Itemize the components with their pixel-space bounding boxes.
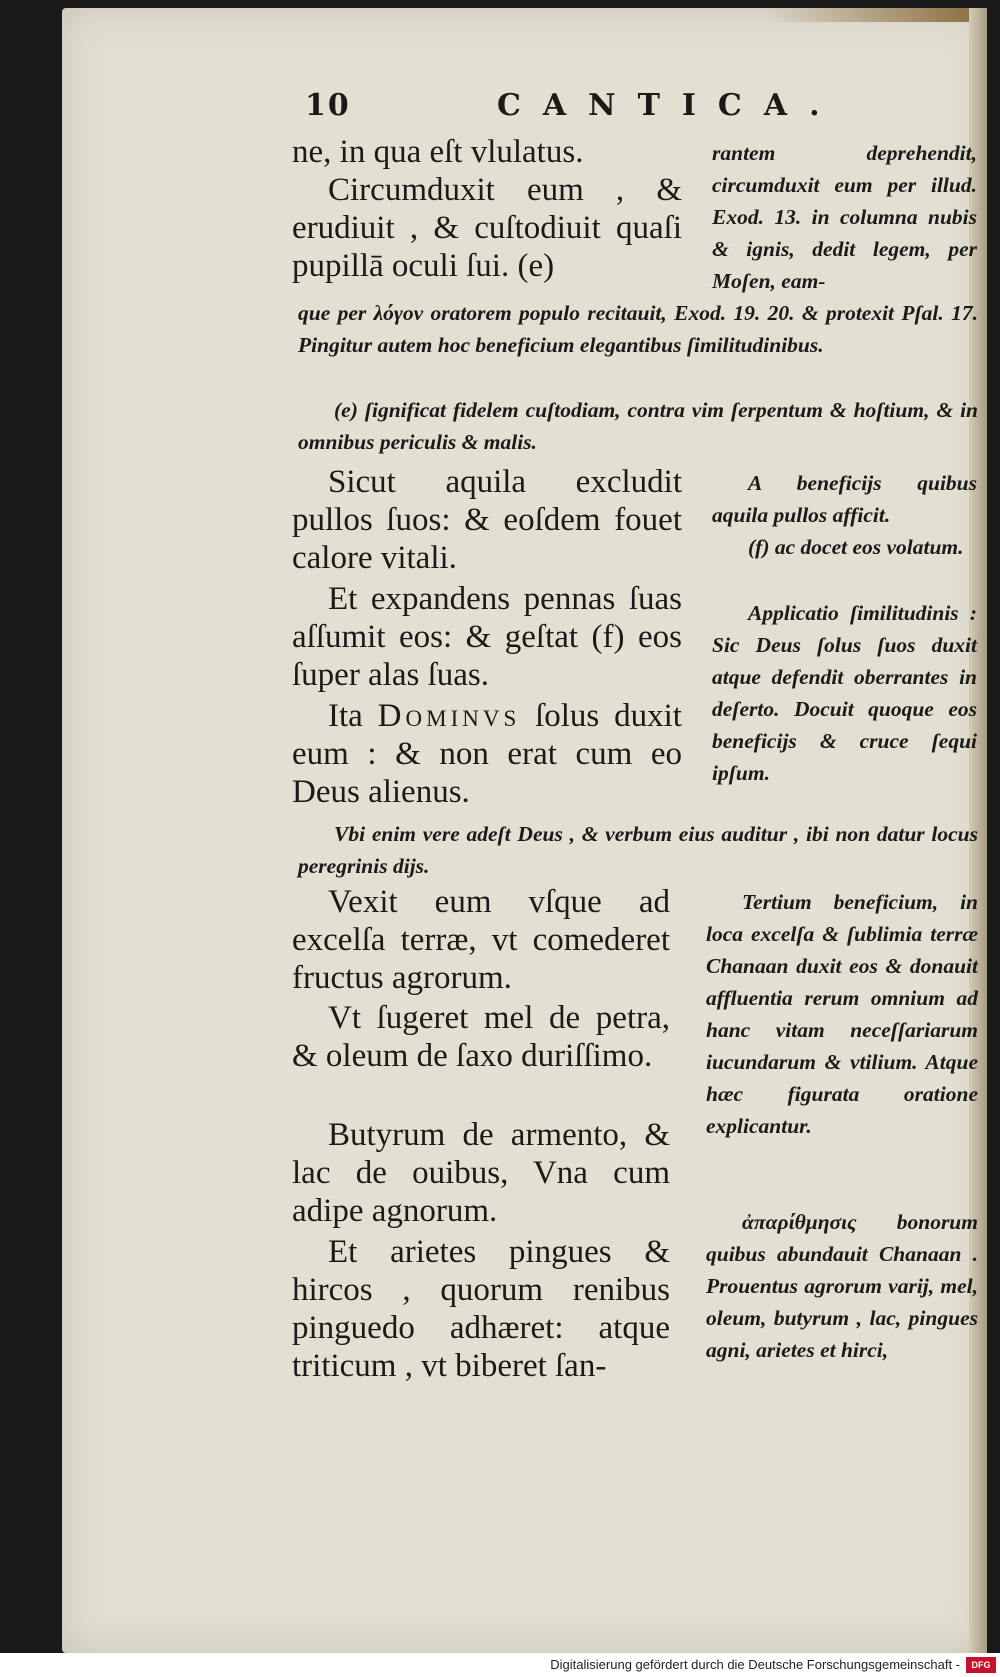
main-paragraph-arietes: Et arietes pingues & hircos , quorum renibus pinguedo adhæret: atque triticum , vt biberet ſan- <box>292 1234 670 1384</box>
main-paragraph-expandens: Et expandens pennas ſuas aſſumit eos: & geſtat (f) eos ſuper alas ſuas. <box>292 581 682 693</box>
footer-credit: Digitalisierung gefördert durch die Deutsche Forschungsgemeinschaft - <box>550 1657 960 1672</box>
page-top-edge <box>767 8 987 22</box>
dfg-logo: DFG <box>966 1657 996 1673</box>
main-paragraph-vexit: Vexit eum vſque ad excelſa terræ, vt comederet fructus agrorum. <box>292 884 670 996</box>
main-paragraph-circumduxit: Circumduxit eum , & erudiuit , & cuſtodiuit quaſi pupillā oculi ſui. (e) <box>292 172 682 284</box>
running-title: CANTICA. <box>497 88 842 123</box>
digitization-footer <box>0 1653 1000 1677</box>
note-aparithmesis: ἀπαρίθμησις bonorum quibus abundauit Chanaan . Prouentus agrorum varij, mel, oleum, butyrum , lac, pingues agni, arietes et hirci, <box>706 1210 978 1362</box>
note-full-vbi: Vbi enim vere adeſt Deus , & verbum eius auditur , ibi non datur locus peregrinis dijs. <box>298 822 978 878</box>
note-full-que: que per λόγον oratorem populo recitauit, Exod. 19. 20. & protexit Pſal. 17. Pingitur autem hoc beneficium elegantibus ſimilitudinibus. <box>298 301 978 357</box>
main-paragraph-butyrum: Butyrum de armento, & lac de ouibus, Vna cum adipe agnorum. <box>292 1117 670 1229</box>
dominus-small-caps: Dominvs <box>377 698 521 734</box>
main-line-1: ne, in qua eſt vlulatus. <box>292 134 584 170</box>
note-aquila: A beneficijs quibus aquila pullos afficit. <box>712 471 977 527</box>
note-tertium: Tertium beneficium, in loca excelſa & ſublimia terræ Chanaan duxit eos & donauit affluentia rerum omnium ad hanc vitam neceſſariarum iucundarum & vtilium. Atque hæc figurata oratione explicantur. <box>706 890 978 1138</box>
ita-rest: ſolus duxit eum : & non erat cum eo Deus alienus. <box>292 698 682 810</box>
page-header <box>305 88 842 128</box>
main-paragraph-ita <box>292 697 682 811</box>
main-paragraph-vt-sugeret: Vt ſugeret mel de petra, & oleum de ſaxo duriſſimo. <box>292 1000 670 1074</box>
note-rantem: rantem deprehendit, circumduxit eum per illud. Exod. 13. in columna nubis & ignis, dedit legem, per Moſen, eam- <box>712 141 977 293</box>
note-full-e: (e) ſignificat fidelem cuſtodiam, contra vim ſerpentum & hoſtium, & in omnibus periculis & malis. <box>298 398 978 454</box>
note-f: (f) ac docet eos volatum. <box>748 535 964 559</box>
note-applicatio: Applicatio ſimilitudinis : Sic Deus ſolus ſuos duxit atque defendit oberrantes in deſerto. Docuit quoque eos beneficijs & cruce ſequi ipſum. <box>712 601 977 785</box>
main-paragraph-sicut: Sicut aquila excludit pullos ſuos: & eoſdem fouet calore vitali. <box>292 464 682 576</box>
ita-word: Ita <box>328 698 378 734</box>
page-number: 10 <box>305 88 351 123</box>
